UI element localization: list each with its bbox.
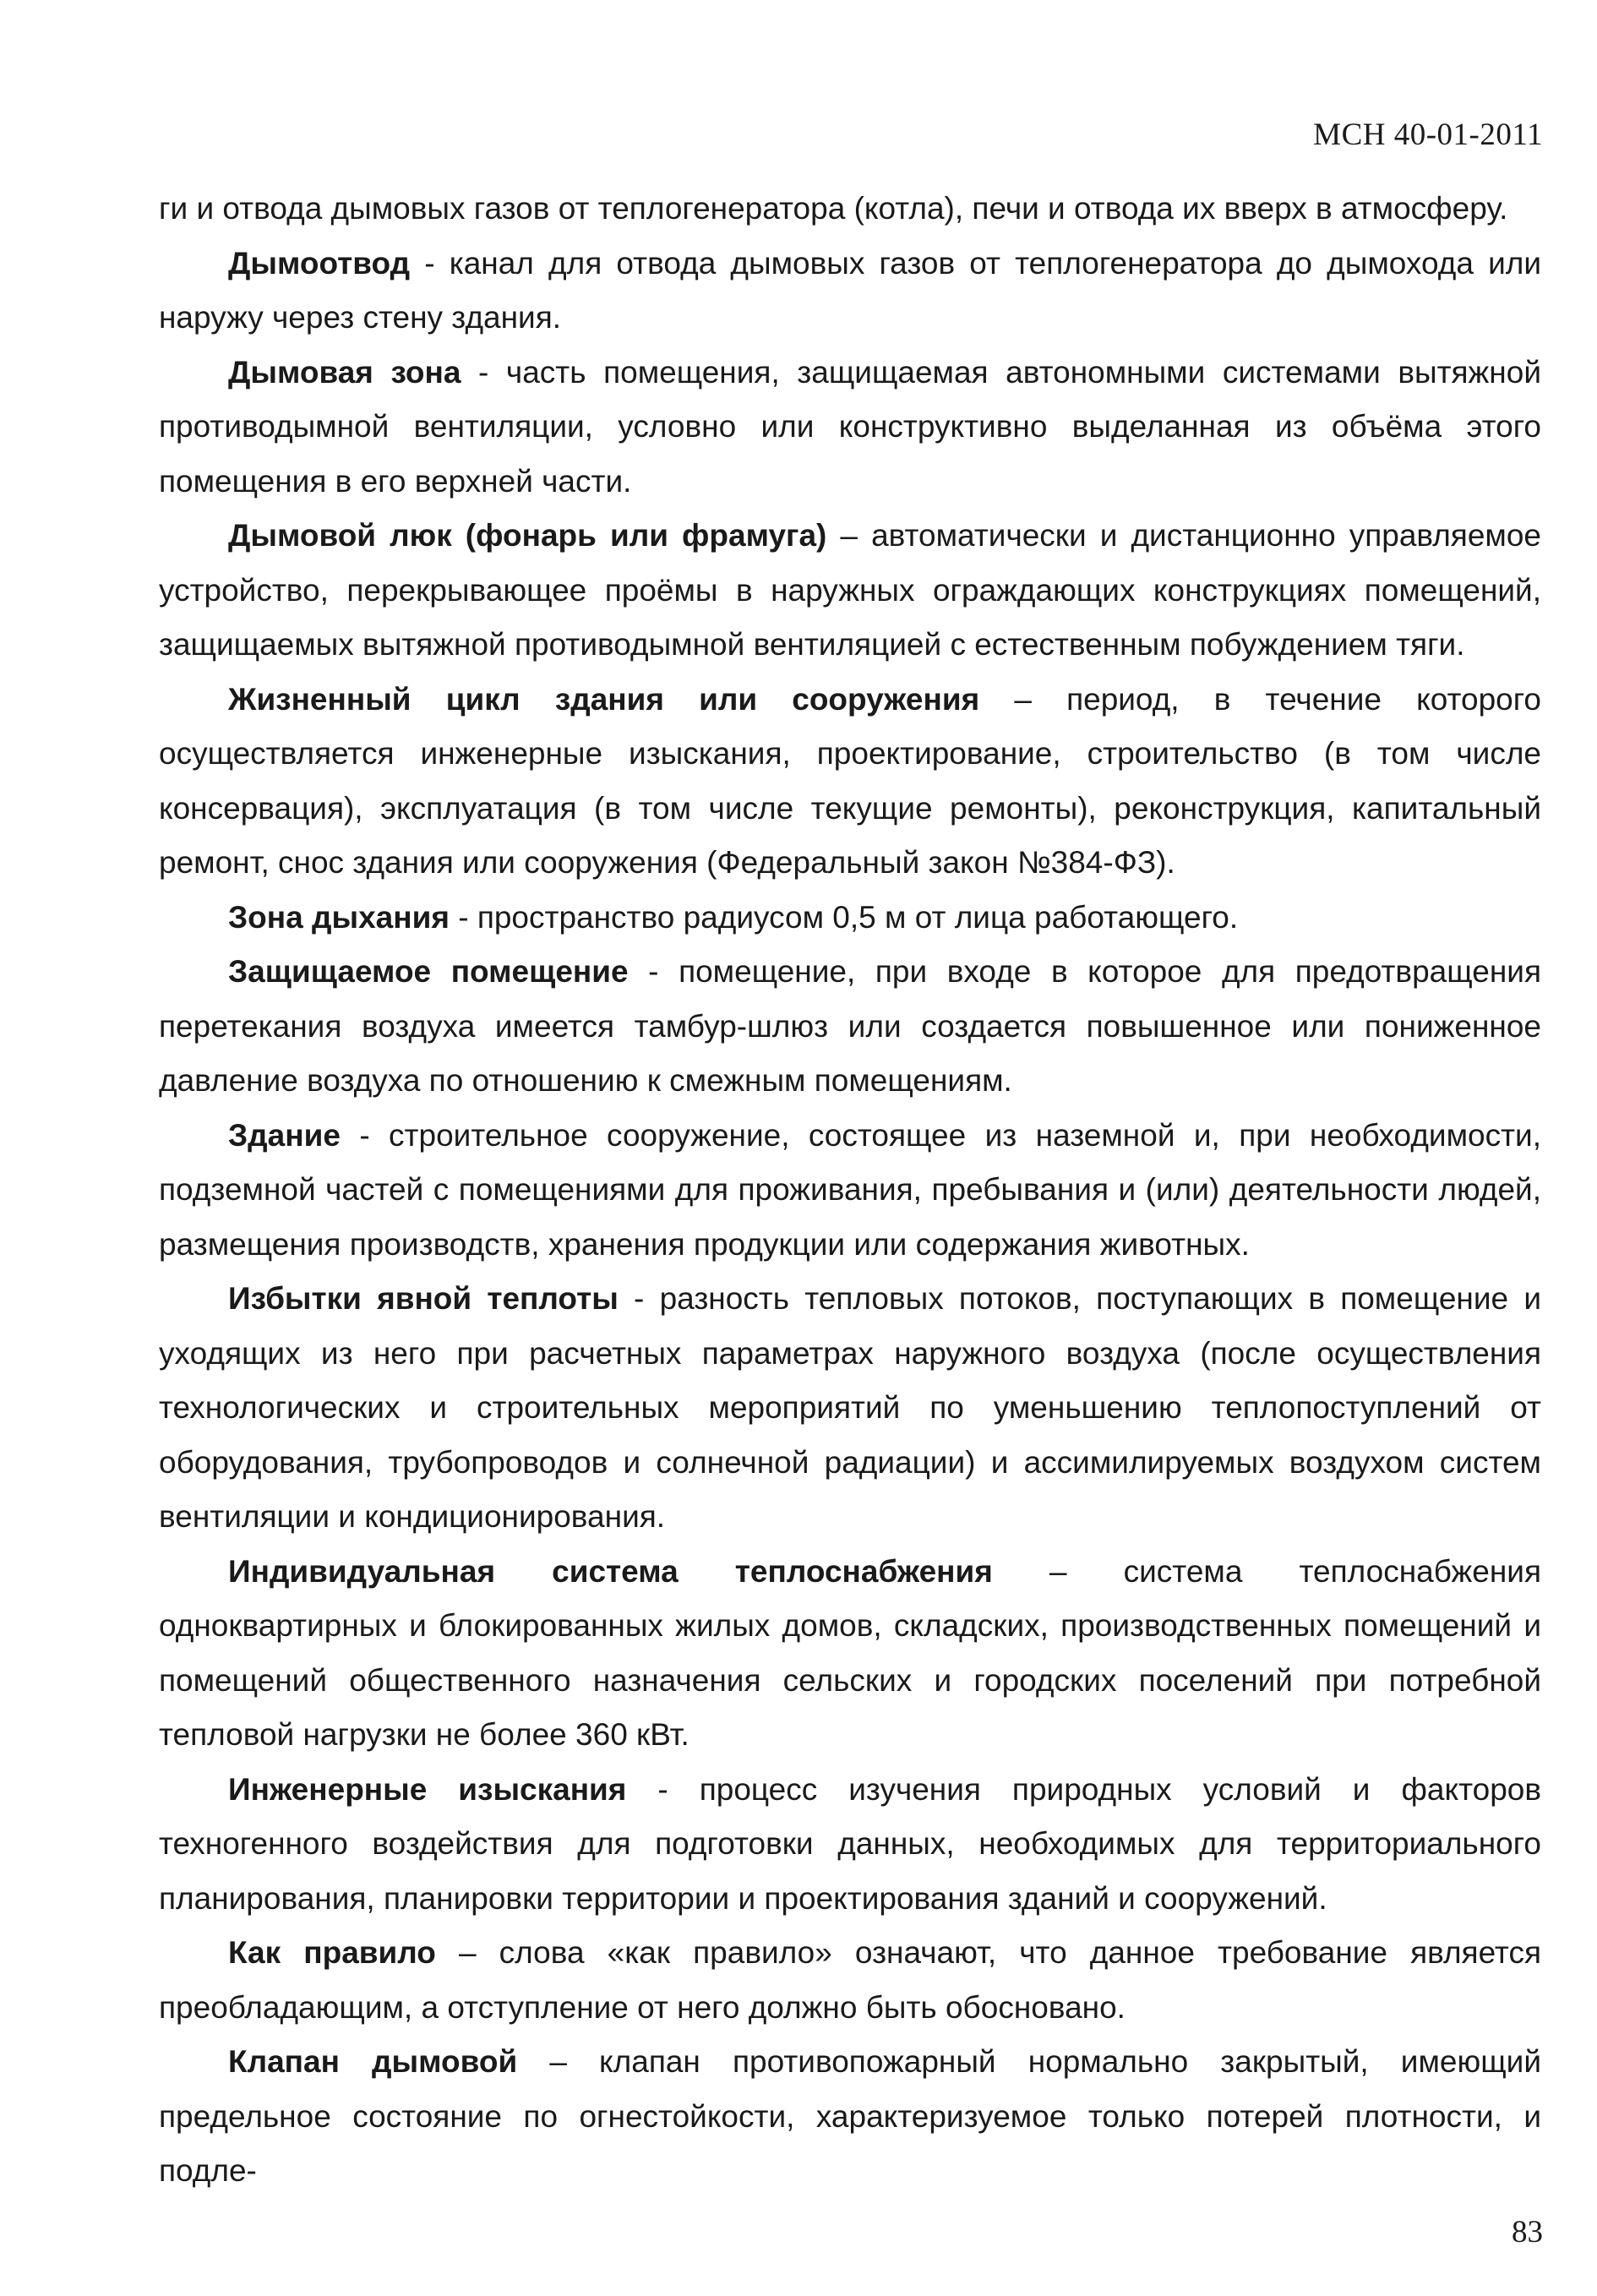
definition-text: система теплоснабжения одноквартирных и блокированных жилых домов, складских, производственных помещений и помещений общественного назначения сельских и городских поселений при потребной тепловой нагрузки не более 360 кВт. bbox=[159, 1553, 1542, 1752]
definition-term: Дымоотвод bbox=[228, 245, 411, 281]
document-body bbox=[159, 182, 1541, 2199]
definition-term: Избытки явной теплоты bbox=[228, 1281, 619, 1316]
definition-separator: – bbox=[517, 2044, 600, 2079]
definition-paragraph bbox=[159, 1763, 1541, 1927]
definition-term: Здание bbox=[228, 1117, 341, 1153]
definition-paragraph bbox=[159, 1545, 1541, 1763]
definition-separator: - bbox=[461, 354, 506, 390]
definition-term: Зона дыхания bbox=[228, 899, 450, 935]
definition-paragraph bbox=[159, 346, 1541, 510]
definition-paragraph bbox=[159, 1109, 1541, 1273]
definition-paragraph bbox=[159, 945, 1541, 1109]
definition-paragraph bbox=[159, 673, 1541, 891]
definition-separator: - bbox=[628, 954, 679, 989]
continued-paragraph: ги и отвода дымовых газов от теплогенератора (котла), печи и отвода их вверх в атмосферу. bbox=[159, 191, 1508, 226]
page-number: 83 bbox=[1512, 2215, 1543, 2250]
definition-paragraph bbox=[159, 891, 1541, 946]
definition-text: строительное сооружение, состоящее из наземной и, при необходимости, подземной частей с помещениями для проживания, пребывания и (или) деятельности людей, размещения производств, хранения продукции или содержания животных. bbox=[159, 1117, 1541, 1262]
definition-text: автоматически и дистанционно управляемое устройство, перекрывающее проёмы в наружных ограждающих конструкциях помещений, защищаемых вытяжной противодымной вентиляцией с естественным побуждением тяги. bbox=[159, 518, 1542, 662]
definition-separator: – bbox=[435, 1935, 499, 1970]
definition-text: помещение, при входе в которое для предотвращения перетекания воздуха имеется тамбур-шлюз или создается повышенное или пониженное давление воздуха по отношению к смежным помещениям. bbox=[159, 954, 1541, 1098]
definition-separator: - bbox=[626, 1771, 700, 1807]
definition-separator: - bbox=[340, 1117, 390, 1153]
definition-term: Дымовой люк (фонарь или фрамуга) bbox=[228, 518, 827, 553]
definition-term: Дымовая зона bbox=[228, 354, 461, 390]
definition-term: Как правило bbox=[228, 1935, 436, 1970]
definition-text: период, в течение которого осуществляется инженерные изыскания, проектирование, строительство (в том числе консервация), эксплуатация (в том числе текущие ремонты), реконструкция, капитальный ремонт, снос здания или сооружения (Федеральный закон №384-ФЗ). bbox=[159, 681, 1541, 880]
definition-term: Жизненный цикл здания или сооружения bbox=[228, 681, 980, 717]
definition-text: часть помещения, защищаемая автономными системами вытяжной противодымной вентиляции, условно или конструктивно выделанная из объёма этого помещения в его верхней части. bbox=[159, 354, 1541, 499]
definition-separator: – bbox=[992, 1553, 1124, 1589]
definition-paragraph bbox=[159, 509, 1541, 673]
definition-term: Индивидуальная система теплоснабжения bbox=[228, 1553, 993, 1589]
definition-separator: – bbox=[826, 518, 872, 553]
definition-text: канал для отвода дымовых газов от теплогенератора до дымохода или наружу через стену здания. bbox=[159, 245, 1542, 335]
definition-separator: - bbox=[410, 245, 450, 281]
definition-text: слова «как правило» означают, что данное требование является преобладающим, а отступление от него должно быть обосновано. bbox=[159, 1935, 1541, 2025]
definition-term: Клапан дымовой bbox=[228, 2044, 518, 2079]
definition-paragraph bbox=[159, 237, 1541, 346]
definition-text: процесс изучения природных условий и факторов техногенного воздействия для подготовки данных, необходимых для территориального планирования, планировки территории и проектирования зданий и сооружений. bbox=[159, 1771, 1541, 1916]
definition-text: клапан противопожарный нормально закрытый, имеющий предельное состояние по огнестойкости, характеризуемое только потерей плотности, и подле- bbox=[159, 2044, 1542, 2188]
definition-separator: – bbox=[979, 681, 1067, 717]
definition-term: Инженерные изыскания bbox=[228, 1771, 627, 1807]
definition-paragraph bbox=[159, 1926, 1541, 2035]
document-code-header: МСН 40-01-2011 bbox=[1313, 117, 1543, 152]
definition-term: Защищаемое помещение bbox=[228, 954, 629, 989]
definition-paragraph bbox=[159, 2035, 1541, 2199]
definition-paragraph bbox=[159, 1272, 1541, 1545]
definition-text: разность тепловых потоков, поступающих в помещение и уходящих из него при расчетных параметрах наружного воздуха (после осуществления технологических и строительных мероприятий по уменьшению теплопоступлений от оборудования, трубопроводов и солнечной радиации) и ассимилируемых воздухом систем вентиляции и кондиционирования. bbox=[159, 1281, 1541, 1534]
definition-separator: - bbox=[449, 899, 477, 935]
definition-separator: - bbox=[618, 1281, 660, 1316]
definition-text: пространство радиусом 0,5 м от лица работающего. bbox=[477, 899, 1239, 935]
